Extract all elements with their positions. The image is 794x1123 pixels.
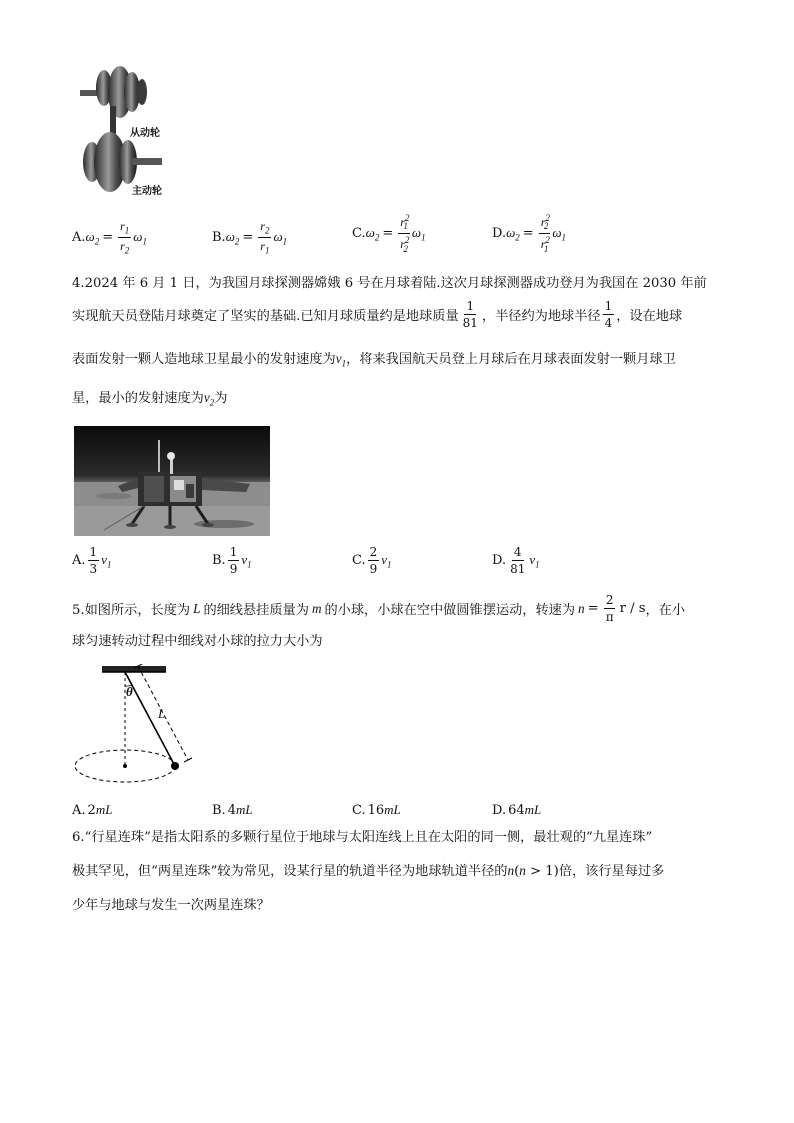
q3-option-b[interactable]: B. $\omega_2$ = $\frac{r_2}{r_1}$ $\omega_1$ <box>212 219 288 256</box>
pendulum-drawing <box>72 664 196 792</box>
q3-option-a[interactable]: A. $\omega_2$ = $\frac{r_1}{r_2}$ $\omega_1$ <box>72 219 147 256</box>
q4-line-3: 表面发射一颗人造地球卫星最小的发射速度为$v_1$，将来我国航天员登上月球后在月球表面发射一颗月球卫 <box>72 351 676 369</box>
pulley-figure <box>74 66 170 196</box>
q6-line-1: 6.“行星连珠”是指太阳系的多颗行星位于地球与太阳连线上且在太阳的同一侧，最壮观的“九星连珠” <box>72 830 653 845</box>
q4-option-b[interactable]: B. $\frac{1}{9}$ $v_1$ <box>212 545 252 576</box>
q4-b-fraction: $\frac{1}{9}$ <box>229 545 238 576</box>
q5-option-c[interactable]: C. 16 mL <box>352 802 401 818</box>
q4-c-fraction: $\frac{2}{9}$ <box>369 545 378 576</box>
lander-drawing <box>74 426 270 536</box>
q4-mass-fraction: $\frac{1}{81}$ <box>462 299 478 330</box>
q4-radius-fraction: $\frac{1}{4}$ <box>604 299 613 330</box>
q3-b-fraction: $\frac{r_2}{r_1}$ <box>260 219 270 256</box>
q5-option-b[interactable]: B. 4 mL <box>212 802 253 818</box>
lunar-lander-photo <box>74 426 270 536</box>
q3-c-fraction: $\frac{r^2_1}{r^2_2}$ <box>400 213 410 254</box>
conical-pendulum-figure <box>72 664 196 792</box>
driving-wheel-label: 主动轮 <box>132 186 162 197</box>
q3-d-fraction: $\frac{r^2_2}{r^2_1}$ <box>540 213 550 254</box>
q4-line-2: 实现航天员登陆月球奠定了坚实的基础.已知月球质量约是地球质量 $\frac{1}{81}$ ，半径约为地球半径 $\frac{1}{4}$ ，设在地球 <box>72 299 683 330</box>
q6-line-2: 极其罕见，但“两星连珠”较为常见，设某行星的轨道半径为地球轨道半径的n(n > 1)倍，该行星每过多 <box>72 863 665 879</box>
q4-line-1: 4.2024 年 6 月 1 日，为我国月球探测器嫦娥 6 号在月球着陆.这次月球探测器成功登月为我国在 2030 年前 <box>72 276 707 291</box>
q3-option-c[interactable]: C. $\omega_2$ = $\frac{r^2_1}{r^2_2}$ $\omega_1$ <box>352 213 426 254</box>
q5-option-a[interactable]: A. 2 mL <box>72 802 113 818</box>
q3-option-d[interactable]: D. $\omega_2$ = $\frac{r^2_2}{r^2_1}$ $\omega_1$ <box>492 213 567 254</box>
theta-label: θ <box>126 684 133 699</box>
q4-line-4: 星，最小的发射速度为$v_2$为 <box>72 390 228 408</box>
q5-line-2: 球匀速转动过程中细线对小球的拉力大小为 <box>72 634 323 649</box>
length-label: L <box>158 706 166 721</box>
q5-speed-fraction: $\frac{2}{\pi}$ <box>605 593 614 624</box>
q3-a-fraction: $\frac{r_1}{r_2}$ <box>120 219 130 256</box>
q4-option-c[interactable]: C. $\frac{2}{9}$ $v_1$ <box>352 545 392 576</box>
q4-d-fraction: $\frac{4}{81}$ <box>510 545 526 576</box>
q5-line-1: 5.如图所示，长度为 L 的细线悬挂质量为 m 的小球，小球在空中做圆锥摆运动，转速为 n = $\frac{2}{\pi}$ r / s ，在小 <box>72 593 686 624</box>
q4-a-fraction: $\frac{1}{3}$ <box>89 545 98 576</box>
driven-wheel-label: 从动轮 <box>130 128 160 139</box>
q6-line-3: 少年与地球与发生一次两星连珠？ <box>72 898 270 913</box>
q4-option-a[interactable]: A. $\frac{1}{3}$ $v_1$ <box>72 545 112 576</box>
q5-option-d[interactable]: D. 64 mL <box>492 802 542 818</box>
q4-option-d[interactable]: D. $\frac{4}{81}$ $v_1$ <box>492 545 540 576</box>
